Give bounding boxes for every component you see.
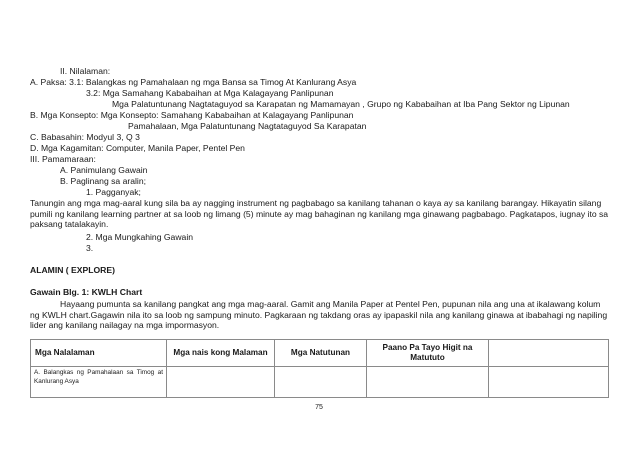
paksa-subitem: 3.2: Mga Samahang Kababaihan at Mga Kalagayang Panlipunan [86, 88, 334, 98]
babasahin-line: C. Babasahin: Modyul 3, Q 3 [30, 132, 140, 142]
paglinang: B. Paglinang sa aralin; [60, 176, 146, 186]
item-3: 3. [86, 243, 94, 253]
paksa-line: A. Paksa: 3.1: Balangkas ng Pamahalaan ng mga Bansa sa Timog At Kanlurang Asya [30, 77, 357, 87]
table-cell-empty [489, 367, 609, 398]
table-header-row [31, 340, 609, 367]
header-learned: Mga Natutunan [275, 340, 367, 367]
paksa-subitem-2: Mga Palatuntunang Nagtataguyod sa Karapatan ng Mamamayan , Grupo ng Kababaihan at Iba Pang Sektor ng Lipunan [112, 99, 570, 109]
table-cell [167, 367, 275, 398]
gawain-title: Gawain Blg. 1: KWLH Chart [30, 287, 143, 297]
section-pamamaraan: III. Pamamaraan: [30, 154, 96, 164]
alamin-heading: ALAMIN ( EXPLORE) [30, 265, 115, 275]
table-cell [275, 367, 367, 398]
table-cell [367, 367, 489, 398]
kagamitan-line: D. Mga Kagamitan: Computer, Manila Paper, Pentel Pen [30, 143, 245, 153]
page-number: 75 [315, 404, 323, 411]
konsepto-line: B. Mga Konsepto: Mga Konsepto: Samahang Kababaihan at Kalagayang Panlipunan [30, 110, 354, 120]
pagganyak-paragraph: Tanungin ang mga mag-aaral kung sila ba ay nagging instrument ng pagbabago sa kanilang tahanan o kaya ay sa kanilang barangay. Hikayatin silang pumili ng kanilang learning partner at sa loob ng limang (5) minute ay mag bahaginan ng kanilang mga ginawang pagbabago. Pagkatapos, iugnay ito sa paksang tatalakayin. [30, 198, 609, 230]
header-know: Mga Nalalaman [31, 340, 167, 367]
header-empty [489, 340, 609, 367]
table-row [31, 367, 609, 398]
pagganyak: 1. Pagganyak; [86, 187, 141, 197]
header-how: Paano Pa Tayo Higit na Matututo [367, 340, 489, 367]
konsepto-continuation: Pamahalaan, Mga Palatuntunang Nagtataguyod Sa Karapatan [128, 121, 367, 131]
header-want: Mga nais kong Malaman [167, 340, 275, 367]
section-nilalaman: II. Nilalaman: [60, 66, 111, 76]
panimulang-gawain: A. Panimulang Gawain [60, 165, 148, 175]
kwlh-table [30, 339, 609, 398]
gawain-paragraph: Hayaang pumunta sa kanilang pangkat ang mga mag-aaral. Gamit ang Manila Paper at Pentel Pen, pupunan nila ang una at ikalawang kolum ng KWLH chart.Gagawin nila ito sa loob ng sampung minuto. Pagkaraan ng takdang oras ay ipapaskil nila ang kanilang ginawa at ibabahagi ng napiling lider ang kanilang nailagay na mga impormasyon. [30, 299, 608, 331]
mungkahing-gawain: 2. Mga Mungkahing Gawain [86, 232, 194, 242]
table-cell: A. Balangkas ng Pamahalaan sa Timog at Kanlurang Asya [31, 367, 167, 398]
